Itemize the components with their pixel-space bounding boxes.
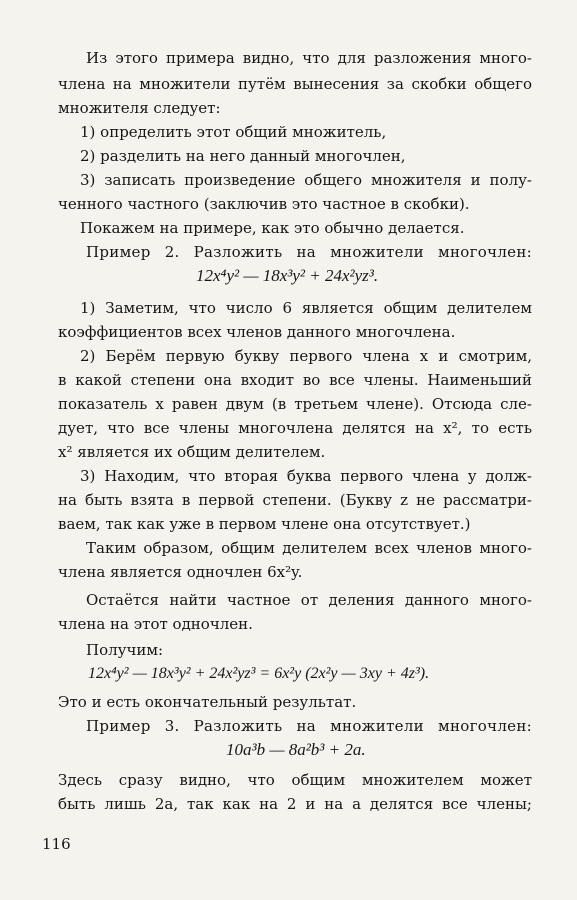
text-line: быть лишь 2a, так как на 2 и на a делятся все члены;	[58, 795, 532, 813]
text-line: ваем, так как уже в первом члене она отсутствует.)	[58, 515, 471, 533]
text-line: показатель x равен двум (в третьем члене). Отсюда сле-	[58, 395, 532, 413]
page-number: 116	[42, 835, 71, 853]
example-heading: Пример 2. Разложить на множители многочлен:	[86, 243, 532, 261]
formula: 12x⁴y² — 18x³y² + 24x²yz³.	[196, 266, 379, 285]
text-line: множителя следует:	[58, 99, 221, 117]
text-line: дует, что все члены многочлена делятся на x², то есть	[58, 419, 532, 437]
text-line: в какой степени она входит во все члены. Наименьший	[58, 371, 532, 389]
text-line: Здесь сразу видно, что общим множителем может	[58, 771, 532, 789]
text-line: Из этого примера видно, что для разложения много-	[86, 49, 532, 67]
text-line: Это и есть окончательный результат.	[58, 693, 357, 711]
text-line: члена является одночлен 6x²y.	[58, 563, 303, 581]
text-line: Таким образом, общим делителем всех членов много-	[86, 539, 532, 557]
text-line: члена на множители путём вынесения за скобки общего	[58, 75, 532, 93]
text-line: 1) определить этот общий множитель,	[80, 123, 387, 141]
text-line: Получим:	[86, 641, 164, 659]
text-line: 3) записать произведение общего множителя и полу-	[80, 171, 532, 189]
text-line: члена на этот одночлен.	[58, 615, 253, 633]
text-line: Остаётся найти частное от деления данного много-	[86, 591, 532, 609]
text-line: на быть взята в первой степени. (Букву z не рассматри-	[58, 491, 532, 509]
text-line: 3) Находим, что вторая буква первого члена y долж-	[80, 467, 532, 485]
text-line: Покажем на примере, как это обычно делается.	[80, 219, 465, 237]
text-line: коэффициентов всех членов данного многочлена.	[58, 323, 456, 341]
text-line: x² является их общим делителем.	[58, 443, 326, 461]
formula: 10a³b — 8a²b³ + 2a.	[226, 740, 366, 759]
example-heading: Пример 3. Разложить на множители многочлен:	[86, 717, 532, 735]
text-line: 2) разделить на него данный многочлен,	[80, 147, 406, 165]
formula: 12x⁴y² — 18x³y² + 24x²yz³ = 6x²y (2x²y — 3xy + 4z³).	[88, 665, 430, 682]
text-line: ченного частного (заключив это частное в скобки).	[58, 195, 470, 213]
text-line: 2) Берём первую букву первого члена x и смотрим,	[80, 347, 532, 365]
text-line: 1) Заметим, что число 6 является общим делителем	[80, 299, 532, 317]
